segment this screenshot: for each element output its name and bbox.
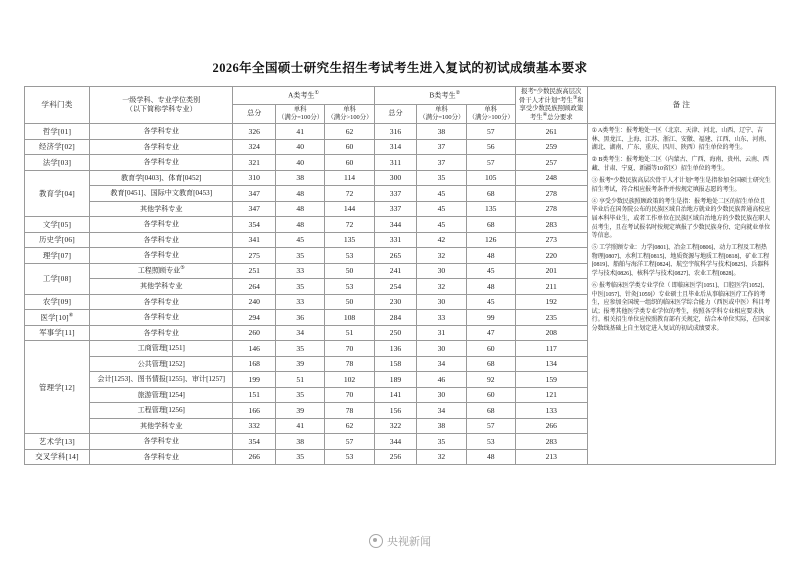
- cell-b-single100: 45: [417, 217, 466, 233]
- cell-b-single300: 68: [466, 356, 515, 372]
- cell-category: 哲学[01]: [25, 124, 90, 140]
- header-b-total: 总分: [374, 104, 417, 124]
- cell-category: 经济学[02]: [25, 139, 90, 155]
- cell-special-total: 283: [515, 434, 587, 450]
- cell-b-single300: 92: [466, 372, 515, 388]
- cell-a-total: 332: [233, 418, 276, 434]
- cell-b-single100: 35: [417, 170, 466, 186]
- cell-a-single100: 35: [276, 449, 325, 465]
- header-a-single300: [325, 104, 374, 124]
- cell-special-total: 133: [515, 403, 587, 419]
- cell-category: 历史学[06]: [25, 232, 90, 248]
- header-a-single300-sub: （满分>100分）: [327, 113, 373, 121]
- cell-a-single100: 40: [276, 139, 325, 155]
- watermark: [369, 533, 431, 549]
- cell-a-single300: 70: [325, 387, 374, 403]
- cell-category: 文学[05]: [25, 217, 90, 233]
- cell-special-total: 220: [515, 248, 587, 264]
- cell-major: 各学科专业: [90, 232, 233, 248]
- cell-b-single300: 99: [466, 310, 515, 326]
- cell-b-total: 241: [374, 263, 417, 279]
- cell-major: 各学科专业: [90, 139, 233, 155]
- cell-a-single300: 102: [325, 372, 374, 388]
- cell-major: 其他学科专业: [90, 279, 233, 295]
- cell-a-single100: 33: [276, 263, 325, 279]
- watermark-label: 央视新闻: [387, 536, 431, 548]
- cell-special-total: 211: [515, 279, 587, 295]
- cell-major: 各学科专业: [90, 310, 233, 326]
- cell-special-total: 248: [515, 170, 587, 186]
- header-category: 学科门类: [25, 87, 90, 124]
- cell-a-total: 326: [233, 124, 276, 140]
- cell-a-single100: 35: [276, 248, 325, 264]
- cell-a-single100: 34: [276, 325, 325, 341]
- header-b-single300: [466, 104, 515, 124]
- header-b-single100-label: 单科: [435, 105, 448, 113]
- header-group-a-sup: ①: [314, 90, 320, 96]
- cell-special-total: 278: [515, 201, 587, 217]
- cell-a-total: 275: [233, 248, 276, 264]
- cell-a-single300: 62: [325, 418, 374, 434]
- header-a-single100: [276, 104, 325, 124]
- cell-b-single300: 48: [466, 279, 515, 295]
- cell-major: 各学科专业: [90, 294, 233, 310]
- cell-a-total: 264: [233, 279, 276, 295]
- cell-a-total: 341: [233, 232, 276, 248]
- cell-b-single300: 53: [466, 434, 515, 450]
- cell-b-single100: 46: [417, 372, 466, 388]
- cell-b-single300: 56: [466, 139, 515, 155]
- cell-major: 工商管理[1251]: [90, 341, 233, 357]
- cell-a-single300: 57: [325, 434, 374, 450]
- cell-a-single100: 41: [276, 418, 325, 434]
- cell-special-total: 134: [515, 356, 587, 372]
- cell-a-total: 240: [233, 294, 276, 310]
- cell-a-single100: 38: [276, 170, 325, 186]
- weibo-icon: [369, 534, 383, 548]
- cell-b-single100: 32: [417, 279, 466, 295]
- cell-category: 工学[08]: [25, 263, 90, 294]
- cell-b-single300: 68: [466, 217, 515, 233]
- cell-a-single300: 53: [325, 248, 374, 264]
- cell-b-total: 141: [374, 387, 417, 403]
- cell-b-single100: 42: [417, 232, 466, 248]
- cell-major: 各学科专业: [90, 434, 233, 450]
- cell-b-single100: 30: [417, 263, 466, 279]
- cell-a-single300: 62: [325, 124, 374, 140]
- cell-b-single100: 34: [417, 356, 466, 372]
- cell-b-single300: 45: [466, 294, 515, 310]
- cell-a-single100: 39: [276, 403, 325, 419]
- cell-b-total: 344: [374, 217, 417, 233]
- cell-major: 教育学[0403]、体育[0452]: [90, 170, 233, 186]
- cell-a-single100: 48: [276, 217, 325, 233]
- cell-major: 教育[0451]、国际中文教育[0453]: [90, 186, 233, 202]
- cell-a-total: 151: [233, 387, 276, 403]
- cell-b-single300: 48: [466, 449, 515, 465]
- cell-b-single100: 38: [417, 418, 466, 434]
- cell-major: 各学科专业: [90, 155, 233, 171]
- cell-b-single100: 32: [417, 449, 466, 465]
- cell-a-total: 354: [233, 217, 276, 233]
- cell-a-total: 266: [233, 449, 276, 465]
- cell-special-total: 213: [515, 449, 587, 465]
- cell-a-single300: 108: [325, 310, 374, 326]
- cell-special-total: 261: [515, 124, 587, 140]
- watermark-footer: [0, 533, 800, 551]
- cell-major: 公共管理[1252]: [90, 356, 233, 372]
- cell-b-single300: 45: [466, 263, 515, 279]
- cell-special-total: 257: [515, 155, 587, 171]
- cell-category: 艺术学[13]: [25, 434, 90, 450]
- cell-b-single300: 60: [466, 387, 515, 403]
- cell-b-total: 311: [374, 155, 417, 171]
- cell-b-single300: 105: [466, 170, 515, 186]
- cell-category: 医学[10]⑥: [25, 310, 90, 326]
- cell-major: 会计[1253]、图书情报[1255]、审计[1257]: [90, 372, 233, 388]
- cell-a-total: 199: [233, 372, 276, 388]
- cell-a-single300: 50: [325, 263, 374, 279]
- cell-category: 管理学[12]: [25, 341, 90, 434]
- cell-b-single300: 47: [466, 325, 515, 341]
- cell-a-single100: 51: [276, 372, 325, 388]
- cell-b-total: 284: [374, 310, 417, 326]
- cell-b-single100: 35: [417, 434, 466, 450]
- header-special-line5-wrap: [518, 113, 585, 122]
- header-group-b-label: B类考生: [429, 91, 456, 100]
- cell-a-single100: 45: [276, 232, 325, 248]
- cell-b-total: 337: [374, 201, 417, 217]
- cell-b-single100: 30: [417, 294, 466, 310]
- cell-b-total: 158: [374, 356, 417, 372]
- cell-a-single300: 70: [325, 341, 374, 357]
- cell-a-single100: 35: [276, 387, 325, 403]
- cell-category: 理学[07]: [25, 248, 90, 264]
- cell-b-single100: 37: [417, 139, 466, 155]
- cell-b-single300: 68: [466, 186, 515, 202]
- cell-notes: [587, 124, 775, 465]
- header-group-a-label: A类考生: [288, 91, 315, 100]
- cell-special-total: 278: [515, 186, 587, 202]
- cell-a-single300: 60: [325, 139, 374, 155]
- cell-a-total: 251: [233, 263, 276, 279]
- header-special-line2: 骨干人才计划”考生: [518, 97, 573, 105]
- note-paragraph: ④ 享受少数民族照顾政策的考生是指：报考地处二区的招生单位且毕业后在国务院公布的民族区域自治地方就业的少数民族普通高校应届本科毕业生，或者工作单位在民族区域自治地方的少数民族在职人员考生，且在考试报名时按规定填报了少数民族身份、定向就业单位等信息。: [591, 198, 771, 240]
- cell-b-single100: 45: [417, 186, 466, 202]
- cell-a-total: 166: [233, 403, 276, 419]
- cell-a-single300: 53: [325, 449, 374, 465]
- cell-special-total: 283: [515, 217, 587, 233]
- cell-major: 工程管理[1256]: [90, 403, 233, 419]
- header-special-policy: [515, 87, 587, 124]
- cell-b-single100: 32: [417, 248, 466, 264]
- note-paragraph: ⑤ 工学照顾专业：力学[0801]、冶金工程[0806]、动力工程及工程热物理[0807]、水利工程[0815]、地质资源与地质工程[0818]、矿业工程[0819]、船舶与海洋工程[0824]、航空宇航科学与技术[0825]、兵器科学与技术[0826]、核科学与技术[0827]、农业工程[0828]。: [591, 245, 770, 277]
- cell-a-single100: 35: [276, 341, 325, 357]
- cell-b-single300: 48: [466, 248, 515, 264]
- cell-a-single300: 53: [325, 279, 374, 295]
- cell-b-single100: 45: [417, 201, 466, 217]
- cell-b-total: 316: [374, 124, 417, 140]
- header-b-single100: [417, 104, 466, 124]
- cell-major: 各学科专业: [90, 325, 233, 341]
- cell-a-single300: 78: [325, 356, 374, 372]
- cell-b-single100: 33: [417, 310, 466, 326]
- cell-b-total: 156: [374, 403, 417, 419]
- cell-category: 交叉学科[14]: [25, 449, 90, 465]
- cell-special-total: 117: [515, 341, 587, 357]
- cell-a-single300: 78: [325, 403, 374, 419]
- cell-major: 各学科专业: [90, 449, 233, 465]
- score-table-container: [0, 86, 800, 465]
- cell-b-single300: 60: [466, 341, 515, 357]
- cell-a-single100: 35: [276, 279, 325, 295]
- cell-a-total: 294: [233, 310, 276, 326]
- header-special-line4: 享受少数民族照顾政策: [519, 105, 584, 113]
- cell-a-total: 324: [233, 139, 276, 155]
- cell-major: 各学科专业: [90, 124, 233, 140]
- cell-major: 各学科专业: [90, 248, 233, 264]
- cell-a-single300: 60: [325, 155, 374, 171]
- cell-b-single100: 30: [417, 387, 466, 403]
- cell-a-total: 321: [233, 155, 276, 171]
- cell-special-total: 259: [515, 139, 587, 155]
- header-b-single300-sub: （满分>100分）: [468, 113, 514, 121]
- note-paragraph: ③ 报考“少数民族高层次骨干人才计划”考生是指参加全国硕士研究生招生考试，符合相应报考条件并按规定填报志愿的考生。: [591, 178, 771, 193]
- cell-b-single100: 37: [417, 155, 466, 171]
- cell-b-single300: 57: [466, 418, 515, 434]
- cell-b-single300: 126: [466, 232, 515, 248]
- cell-b-single100: 38: [417, 124, 466, 140]
- header-a-total: 总分: [233, 104, 276, 124]
- header-a-single300-label: 单科: [343, 105, 356, 113]
- header-group-b-sup: ②: [455, 90, 461, 96]
- cell-special-total: 273: [515, 232, 587, 248]
- cell-major: 旅游管理[1254]: [90, 387, 233, 403]
- cell-a-single100: 48: [276, 186, 325, 202]
- header-special-sup2: ④: [542, 113, 548, 119]
- cell-b-single300: 57: [466, 155, 515, 171]
- cell-b-total: 322: [374, 418, 417, 434]
- cell-a-single100: 33: [276, 294, 325, 310]
- cell-special-total: 235: [515, 310, 587, 326]
- cell-a-single100: 36: [276, 310, 325, 326]
- cell-b-single300: 68: [466, 403, 515, 419]
- cell-a-single100: 38: [276, 434, 325, 450]
- page-title: 2026年全国硕士研究生招生考试考生进入复试的初试成绩基本要求: [212, 61, 588, 75]
- header-major-line1: 一级学科、专业学位类别: [122, 96, 201, 105]
- header-b-single100-sub: （满分=100分）: [419, 113, 465, 121]
- cell-a-total: 354: [233, 434, 276, 450]
- header-special-line1: 报考“少数民族高层次: [521, 88, 582, 95]
- cell-a-single300: 51: [325, 325, 374, 341]
- header-special-line6: 总分要求: [547, 114, 573, 122]
- cell-special-total: 192: [515, 294, 587, 310]
- cell-b-total: 314: [374, 139, 417, 155]
- cell-b-total: 189: [374, 372, 417, 388]
- cell-a-total: 310: [233, 170, 276, 186]
- cell-a-single300: 135: [325, 232, 374, 248]
- cell-b-total: 256: [374, 449, 417, 465]
- header-b-single300-label: 单科: [484, 105, 498, 113]
- cell-b-total: 337: [374, 186, 417, 202]
- header-major-line2: （以下简称学科专业）: [125, 105, 197, 114]
- score-requirements-table: [24, 86, 776, 465]
- cell-special-total: 208: [515, 325, 587, 341]
- cell-b-single300: 135: [466, 201, 515, 217]
- cell-b-total: 230: [374, 294, 417, 310]
- header-special-line3: 和: [577, 97, 584, 105]
- cell-special-total: 121: [515, 387, 587, 403]
- header-a-single100-label: 单科: [293, 105, 307, 113]
- cell-special-total: 201: [515, 263, 587, 279]
- header-major: [90, 87, 233, 124]
- cell-a-single100: 41: [276, 124, 325, 140]
- cell-b-total: 254: [374, 279, 417, 295]
- cell-b-single100: 30: [417, 341, 466, 357]
- header-group-b: [374, 87, 515, 105]
- cell-b-total: 300: [374, 170, 417, 186]
- table-head: [25, 87, 776, 124]
- table-row: [25, 124, 776, 140]
- cell-category: 农学[09]: [25, 294, 90, 310]
- cell-category: 法学[03]: [25, 155, 90, 171]
- header-special-sup1: ③: [572, 96, 578, 101]
- cell-a-single300: 144: [325, 201, 374, 217]
- cell-a-total: 146: [233, 341, 276, 357]
- cell-b-total: 136: [374, 341, 417, 357]
- cell-major: 其他学科专业: [90, 418, 233, 434]
- cell-b-total: 331: [374, 232, 417, 248]
- cell-b-single300: 57: [466, 124, 515, 140]
- cell-a-single100: 39: [276, 356, 325, 372]
- cell-a-total: 260: [233, 325, 276, 341]
- header-group-a: [233, 87, 374, 105]
- cell-major: 其他学科专业: [90, 201, 233, 217]
- note-paragraph: ① A类考生：报考地处一区（北京、天津、河北、山西、辽宁、吉林、黑龙江、上海、江苏、浙江、安徽、福建、江西、山东、河南、湖北、湖南、广东、重庆、四川、陕西）招生单位的考生。: [591, 128, 771, 152]
- header-notes: 备 注: [587, 87, 775, 124]
- cell-b-single100: 34: [417, 403, 466, 419]
- cell-a-single100: 40: [276, 155, 325, 171]
- cell-a-single300: 50: [325, 294, 374, 310]
- cell-b-total: 344: [374, 434, 417, 450]
- cell-a-single300: 72: [325, 186, 374, 202]
- cell-a-total: 347: [233, 201, 276, 217]
- cell-category: 军事学[11]: [25, 325, 90, 341]
- cell-category: 教育学[04]: [25, 170, 90, 217]
- cell-b-single100: 31: [417, 325, 466, 341]
- table-body: [25, 124, 776, 465]
- cell-b-total: 265: [374, 248, 417, 264]
- header-special-line5: 考生: [529, 114, 543, 122]
- cell-a-single100: 48: [276, 201, 325, 217]
- cell-special-total: 159: [515, 372, 587, 388]
- cell-a-single300: 114: [325, 170, 374, 186]
- header-a-single100-sub: （满分=100分）: [278, 113, 324, 121]
- note-paragraph: ⑥ 报考临床医学类专业学位（ 即临床医学[1051]、口腔医学[1052]、中医[1057]、针灸[1059]）专业硕士且毕业后从事临床医疗工作的考生，应参加全国统一组织的临床医学综合能力（西医或中医）科目考试；报考其他医学类专业学位的考生，按照各学科专业相应要求执行。相关招生单位应按照教育部有关规定，结合本单位实际，在国家分数线基础上自主划定进入复试的初试成绩要求。: [591, 283, 771, 332]
- cell-major: 各学科专业: [90, 217, 233, 233]
- cell-a-total: 168: [233, 356, 276, 372]
- header-special-line2-wrap: [518, 96, 585, 105]
- cell-a-total: 347: [233, 186, 276, 202]
- cell-special-total: 266: [515, 418, 587, 434]
- cell-major: 工程照顾专业⑤: [90, 263, 233, 279]
- cell-b-total: 250: [374, 325, 417, 341]
- cell-a-single300: 72: [325, 217, 374, 233]
- note-paragraph: ② B类考生：报考地处二区（内蒙古、广西、海南、贵州、云南、西藏、甘肃、宁夏、新疆等10省区）招生单位的考生。: [591, 157, 769, 173]
